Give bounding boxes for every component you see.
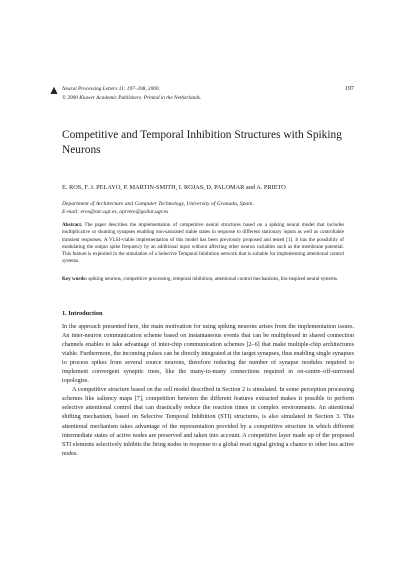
- author-list: E. ROS, F. J. PELAYO, P. MARTIN-SMITH, I. ROJAS, D. PALOMAR and A. PRIETO: [62, 184, 286, 191]
- abstract-label: Abstract.: [62, 222, 83, 228]
- keywords-text: spiking neurons, competitive processing, temporal inhibition, attentional control mechanisms, bio-inspired neural systems.: [88, 276, 339, 282]
- section-heading: 1. Introduction: [62, 310, 103, 317]
- copyright-notice: © 2000 Kluwer Academic Publishers. Printed in the Netherlands.: [62, 94, 202, 101]
- keywords-label: Key words:: [62, 276, 88, 282]
- paragraph: A competitive structure based on the cell model described in Section 2 is simulated. In some perception processing schemes like saliency maps [7], competition between the different features extracted makes it possible to perform selective attentional control that can drastically reduce the reaction times in complex environments. An attentional shifting mechanism, based on Selective Temporal Inhibition (STI) structures, is also simulated in Section 3. This attentional mechanism takes advantage of the representation provided by a competitive structure in which different intermediate states of active nodes are preserved and taken into account. A competitive layer made up of the proposed STI elements selectively inhibits the firing nodes in response to a global reset signal giving a chance to other less active nodes.: [62, 387, 354, 457]
- affiliation: Department of Architecture and Computer Technology, University of Granada, Spain.: [62, 201, 254, 207]
- journal-header: [62, 85, 354, 102]
- affiliation-block: [62, 201, 354, 216]
- publisher-logo-icon: [50, 86, 58, 95]
- keywords: [62, 276, 344, 283]
- page-number: 197: [344, 85, 354, 92]
- journal-citation: Neural Processing Letters 11: 197–208, 2000.: [62, 86, 160, 92]
- abstract: [62, 222, 344, 266]
- contact-email: E-mail: eros@atc.ugr.es, aprieto@goliat.ugr.es: [62, 208, 169, 215]
- introduction-body: [62, 323, 354, 459]
- paper-title: Competitive and Temporal Inhibition Structures with Spiking Neurons: [62, 129, 342, 156]
- paragraph: In the approach presented here, the main motivation for using spiking neurons arises from the implementation issues. An inter-neuron communication scheme based on instantaneous events that can be multiplexed in shared connection channels enables to take advantage of inter-chip communication schemes [2–6] that make multiple-chip architectures viable. Furthermore, the incoming pulses can be directly integrated at the target synapses, thus enabling single synapses to process spikes from several source neurons, therefore reducing the number of synapse modules required to implement convergent synaptic trees, like the many-to-many connections required in on-centre–off-surround topologies.: [62, 324, 354, 385]
- abstract-text: The paper describes the implementation of competitive neural structures based on a spiking neural model that includes multiplicative or shunting synapses enabling non-saturated stable states in response to different stationary inputs as well as controllable transient responses. A VLSI-viable implementation of this model has been previously proposed and tested [1]. It has the possibility of modulating the output spike frequency by an additional input without affecting other neuron variables such as the membrane potential. This feature is exploited in the simulation of a Selective Temporal Inhibition network that is suitable for implementing attentional control systems.: [62, 222, 344, 265]
